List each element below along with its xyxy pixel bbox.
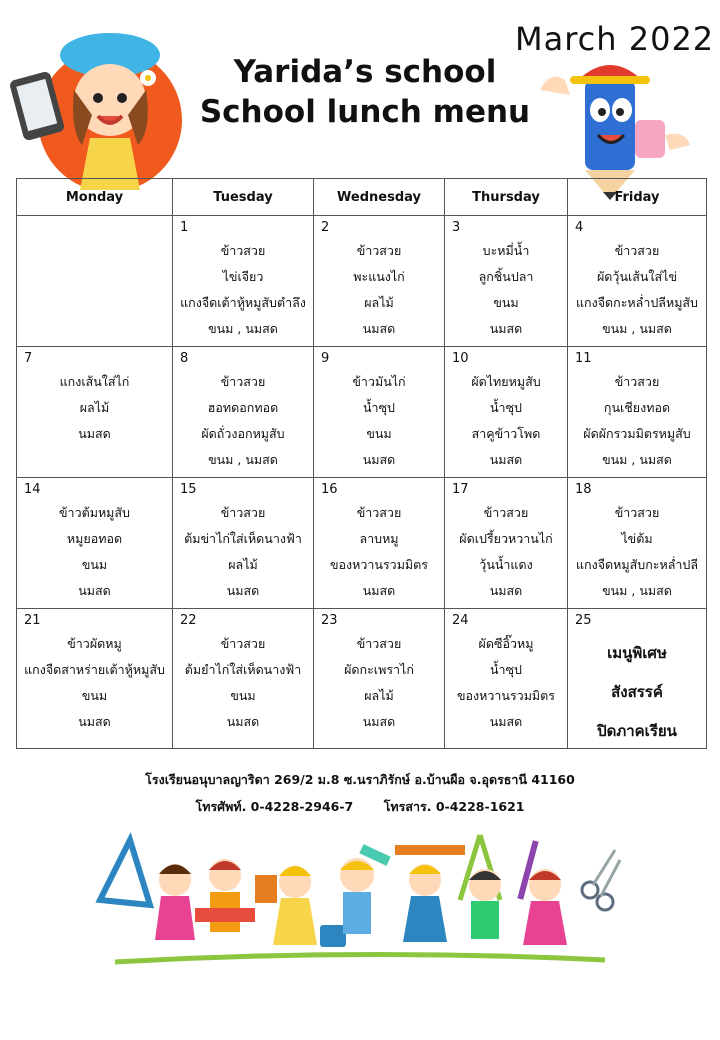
- dish: ต้มข่าไก่ใส่เห็ดนางฟ้า: [184, 531, 302, 546]
- dish: นมสด: [226, 714, 260, 729]
- dish: ข้าวผัดหมู: [67, 636, 122, 651]
- dish: ผัดกะเพราไก่: [344, 662, 414, 677]
- day-number: 15: [180, 482, 197, 497]
- day-cell: [445, 216, 568, 347]
- dish: ผัดไทยหมูสับ: [471, 374, 541, 389]
- children-illustration: [95, 830, 625, 975]
- dish: แกงจืดสาหร่ายเต้าหู้หมูสับ: [24, 662, 165, 677]
- dish: ข้าวสวย: [614, 374, 660, 389]
- dish: แกงจืดเต้าหู้หมูสับตำลึง: [180, 295, 306, 310]
- dish: สาคูข้าวโพด: [471, 426, 541, 441]
- dish: ข้าวสวย: [356, 636, 402, 651]
- day-number: 22: [180, 613, 197, 628]
- day-cell: [568, 216, 707, 347]
- day-number: 16: [321, 482, 338, 497]
- day-cell: [568, 478, 707, 609]
- dish: นมสด: [78, 426, 111, 441]
- dish: ลาบหมู: [359, 531, 399, 546]
- dish: น้ำซุป: [490, 400, 522, 415]
- dish: น้ำซุป: [363, 400, 395, 415]
- dish: ข้าวสวย: [220, 374, 266, 389]
- day-cell: [314, 347, 445, 478]
- dish: ขนม: [81, 688, 108, 703]
- day-cell: [568, 347, 707, 478]
- contact-line: [0, 797, 720, 817]
- dish: นมสด: [78, 714, 111, 729]
- dish: ผลไม้: [364, 295, 394, 310]
- dish: ขนม , นมสด: [602, 321, 672, 336]
- day-cell-empty: [17, 216, 173, 347]
- day-cell: [445, 478, 568, 609]
- girl-with-tablet-illustration: [10, 20, 190, 190]
- day-number: 9: [321, 351, 330, 366]
- dish: ข้าวสวย: [356, 243, 402, 258]
- day-cell: [17, 609, 173, 749]
- dish: ผัดวุ้นเส้นใส่ไข่: [596, 269, 678, 284]
- day-number: 25: [575, 613, 592, 628]
- dish: ผัดซีอิ๊วหมู: [478, 636, 534, 651]
- dish: วุ้นน้ำแดง: [479, 557, 533, 572]
- day-number: 1: [180, 220, 189, 235]
- dish: นมสด: [362, 583, 396, 598]
- header-friday: Friday: [568, 179, 707, 216]
- dish: ผัดผักรวมมิตรหมูสับ: [583, 426, 691, 441]
- dish: ต้มยำไก่ใส่เห็ดนางฟ้า: [184, 662, 302, 677]
- dish: นมสด: [489, 321, 523, 336]
- dish: ข้าวสวย: [356, 505, 402, 520]
- day-number: 11: [575, 351, 592, 366]
- dish: ขนม: [366, 426, 392, 441]
- special-menu-label: สังสรรค์: [611, 683, 663, 701]
- dish: นมสด: [362, 714, 396, 729]
- day-cell: [314, 478, 445, 609]
- dish: ข้าวสวย: [220, 243, 266, 258]
- day-cell: [314, 216, 445, 347]
- day-number: 2: [321, 220, 330, 235]
- week-row: [17, 609, 707, 749]
- page-title: [190, 52, 540, 132]
- dish: แกงเส้นใส่ไก่: [59, 374, 130, 389]
- school-address: โรงเรียนอนุบาลญาริดา 269/2 ม.8 ซ.นราภิรักษ์ อ.บ้านผือ จ.อุดรธานี 41160: [145, 772, 575, 787]
- day-number: 10: [452, 351, 469, 366]
- day-cell: [173, 478, 314, 609]
- header-tuesday: Tuesday: [173, 179, 314, 216]
- dish: ของหวานรวมมิตร: [329, 557, 429, 572]
- special-menu-label: เมนูพิเศษ: [607, 644, 667, 662]
- day-number: 3: [452, 220, 461, 235]
- dish: บะหมี่น้ำ: [482, 243, 530, 258]
- dish: ฮอทดอกทอด: [207, 400, 279, 415]
- fax-number: โทรสาร. 0-4228-1621: [383, 799, 525, 814]
- dish: ขนม , นมสด: [602, 452, 672, 467]
- dish: ของหวานรวมมิตร: [456, 688, 556, 703]
- dish: ลูกชิ้นปลา: [478, 269, 534, 284]
- day-number: 21: [24, 613, 41, 628]
- dish: แกงจืดหมูสับกะหล่ำปลี: [575, 557, 698, 572]
- header: [0, 0, 720, 180]
- day-cell: [445, 347, 568, 478]
- dish: หมูยอทอด: [66, 531, 123, 546]
- dish: ขนม , นมสด: [602, 583, 672, 598]
- dish: นมสด: [78, 583, 111, 598]
- day-number: 23: [321, 613, 338, 628]
- dish: นมสด: [362, 452, 396, 467]
- dish: ผลไม้: [79, 400, 110, 415]
- day-number: 4: [575, 220, 584, 235]
- header-monday: Monday: [17, 179, 173, 216]
- dish: ข้าวมันไก่: [352, 374, 406, 389]
- day-number: 14: [24, 482, 41, 497]
- dish: ผลไม้: [228, 557, 258, 572]
- weekday-header-row: [17, 179, 707, 216]
- dish: ข้าวต้มหมูสับ: [59, 505, 130, 520]
- dish: ไข่เจียว: [222, 269, 264, 284]
- day-cell: [17, 347, 173, 478]
- week-row: [17, 216, 707, 347]
- special-menu-label: ปิดภาคเรียน: [597, 722, 677, 740]
- day-number: 7: [24, 351, 33, 366]
- day-number: 18: [575, 482, 592, 497]
- dish: ข้าวสวย: [220, 505, 266, 520]
- title-line-menu: School lunch menu: [199, 94, 531, 130]
- dish: นมสด: [489, 452, 523, 467]
- dish: นมสด: [362, 321, 396, 336]
- day-number: 8: [180, 351, 189, 366]
- week-row: [17, 478, 707, 609]
- dish: ข้าวสวย: [614, 505, 660, 520]
- dish: ขนม , นมสด: [208, 321, 278, 336]
- dish: ขนม: [81, 557, 108, 572]
- dish: ขนม , นมสด: [208, 452, 278, 467]
- dish: ไข่ต้ม: [621, 531, 653, 546]
- dish: ข้าวสวย: [220, 636, 266, 651]
- day-number: 24: [452, 613, 469, 628]
- dish: นมสด: [489, 714, 523, 729]
- dish: ผัดถั่วงอกหมูสับ: [201, 426, 285, 441]
- dish: ข้าวสวย: [483, 505, 529, 520]
- day-cell-special: [568, 609, 707, 749]
- header-wednesday: Wednesday: [314, 179, 445, 216]
- phone-number: โทรศัพท์. 0-4228-2946-7: [195, 799, 354, 814]
- dish: ข้าวสวย: [614, 243, 660, 258]
- day-cell: [173, 347, 314, 478]
- dish: ขนม: [493, 295, 519, 310]
- header-thursday: Thursday: [445, 179, 568, 216]
- dish: พะแนงไก่: [353, 269, 405, 284]
- title-line-school: Yarida’s school: [233, 54, 497, 90]
- dish: ผลไม้: [364, 688, 394, 703]
- dish: ขนม: [230, 688, 256, 703]
- dish: นมสด: [226, 583, 260, 598]
- week-row: [17, 347, 707, 478]
- dish: นมสด: [489, 583, 523, 598]
- day-cell: [17, 478, 173, 609]
- day-cell: [173, 609, 314, 749]
- dish: แกงจืดกะหล่ำปลีหมูสับ: [575, 295, 698, 310]
- dish: น้ำซุป: [490, 662, 522, 677]
- day-cell: [173, 216, 314, 347]
- lunch-menu-table: [16, 178, 707, 749]
- day-cell: [445, 609, 568, 749]
- dish: ผัดเปรี้ยวหวานไก่: [459, 531, 553, 546]
- day-number: 17: [452, 482, 469, 497]
- dish: กุนเชียงทอด: [603, 400, 671, 415]
- month-label: March 2022: [515, 20, 715, 58]
- day-cell: [314, 609, 445, 749]
